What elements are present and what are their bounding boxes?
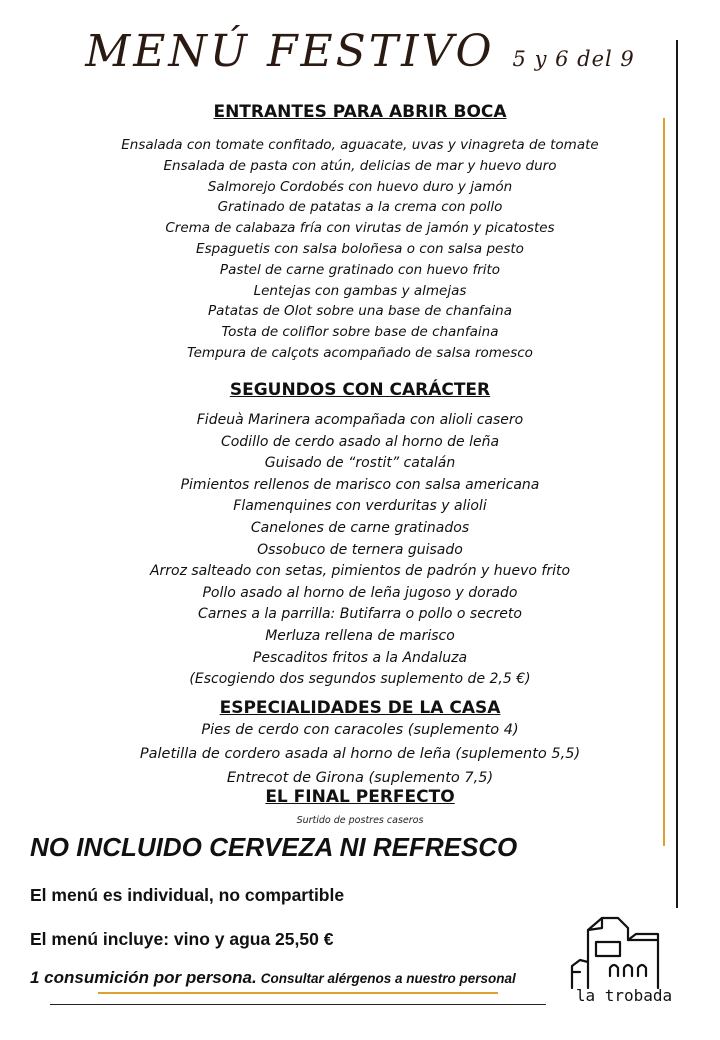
menu-item: Fideuà Marinera acompañada con alioli casero (196, 412, 524, 428)
menu-item: Entrecot de Girona (suplemento 7,5) (226, 770, 494, 786)
section-title: SEGUNDOS CON CARÁCTER (229, 380, 491, 400)
menu-item: Codillo de cerdo asado al horno de leña (220, 433, 500, 450)
section-entrantes (0, 102, 720, 364)
menu-item: Tempura de calçots acompañado de salsa romesco (187, 344, 533, 361)
menu-item: Pollo asado al horno de leña jugoso y dorado (202, 584, 518, 601)
alergenos-note: Consultar alérgenos a nuestro personal (260, 971, 516, 986)
menu-item: Ossobuco de ternera guisado (257, 541, 463, 558)
menu-item: Patatas de Olot sobre una base de chanfaina (208, 303, 512, 320)
castle-tower-icon (566, 912, 678, 990)
section-title: EL FINAL PERFECTO (265, 787, 455, 807)
consumicion-note: 1 consumición por persona. (30, 968, 257, 987)
menu-item: Gratinado de patatas a la crema con pollo (217, 199, 503, 216)
la-trobada-logo (566, 912, 678, 1012)
menu-item: Pies de cerdo con caracoles (suplemento 4) (201, 722, 519, 738)
menu-item: Tosta de coliflor sobre base de chanfaina (221, 324, 499, 341)
menu-item: Arroz salteado con setas, pimientos de padrón y huevo frito (149, 563, 571, 580)
section-title: ESPECIALIDADES DE LA CASA (219, 698, 501, 718)
section-title: ENTRANTES PARA ABRIR BOCA (213, 102, 507, 122)
entrantes-list (0, 135, 720, 364)
section-especialidades (0, 698, 720, 790)
menu-item: Carnes a la parrilla: Butifarra o pollo o secreto (198, 606, 522, 623)
menu-header (0, 26, 720, 77)
menu-item: Ensalada de pasta con atún, delicias de mar y huevo duro (163, 157, 557, 174)
menu-item: Guisado de “rostit” catalán (264, 455, 456, 472)
menu-item: Canelones de carne gratinados (250, 519, 470, 536)
especialidades-list (0, 718, 720, 790)
section-final (0, 787, 720, 826)
menu-item: Pastel de carne gratinado con huevo frito (219, 261, 501, 278)
individual-note: El menú es individual, no compartible (30, 885, 345, 905)
menu-item: Pimientos rellenos de marisco con salsa americana (180, 476, 540, 493)
final-item: Surtido de postres caseros (296, 815, 424, 826)
menu-item: Merluza rellena de marisco (265, 627, 455, 644)
menu-item: Crema de calabaza fría con virutas de jamón y picatostes (165, 220, 555, 237)
segundos-list (0, 410, 720, 691)
bottom-accent-line (98, 992, 498, 994)
menu-item: Paletilla de cordero asada al horno de leña (suplemento 5,5) (139, 746, 581, 762)
menu-item: Pescaditos fritos a la Andaluza (252, 649, 468, 666)
section-segundos (0, 380, 720, 691)
bottom-border-line (50, 1004, 546, 1005)
menu-item: Flamenquines con verduritas y alioli (233, 498, 487, 515)
menu-item: Salmorejo Cordobés con huevo duro y jamón (207, 178, 513, 195)
price-note: El menú incluye: vino y agua 25,50 € (30, 929, 334, 949)
menu-item: (Escogiendo dos segundos suplemento de 2,5 €) (189, 671, 531, 688)
footer-note (30, 968, 516, 988)
menu-item: Lentejas con gambas y almejas (253, 282, 467, 299)
menu-item: Espaguetis con salsa boloñesa o con salsa pesto (196, 240, 524, 257)
menu-title: MENÚ FESTIVO (85, 26, 495, 77)
no-incluido-note: NO INCLUIDO CERVEZA NI REFRESCO (30, 832, 518, 862)
menu-date: 5 y 6 del 9 (512, 47, 635, 71)
menu-item: Ensalada con tomate confitado, aguacate, uvas y vinagreta de tomate (121, 137, 599, 153)
logo-text: la trobada (575, 986, 673, 1005)
